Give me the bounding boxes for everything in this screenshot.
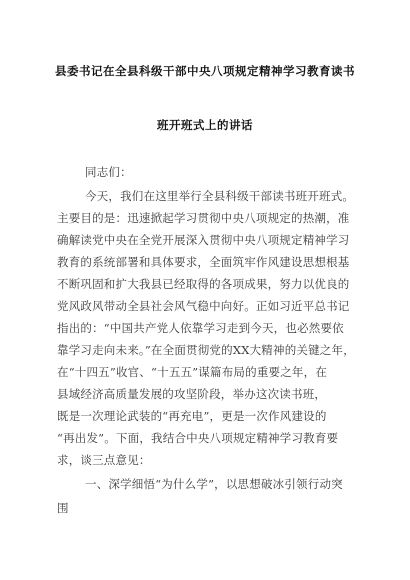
body-line: “再出发”。下面，我结合中央八项规定精神学习教育要 [57,431,339,445]
section-heading-1: 一、深学细悟“为什么学”，以思想破冰引领行动突 [85,477,343,491]
body-line: 教育的系统部署和具体要求，全面筑牢作风建设思想根基 [57,255,350,269]
body-line: 指出的：“中国共产党人依靠学习走到今天，也必然要依 [57,321,344,335]
body-line: 主要目的是：迅速掀起学习贯彻中央八项规定的热潮，准 [57,211,350,225]
title-line-2: 班开班式上的讲话 [157,118,253,132]
body-line: 党风政风带动全县社会风气稳中向好。正如习近平总书记 [57,299,350,313]
salutation: 同志们： [85,165,132,179]
body-line: 县域经济高质量发展的攻坚阶段，举办这次读书班， [57,387,327,401]
body-line: 求，谈三点意见： [57,453,151,467]
body-line: 围 [57,501,69,515]
body-line: 靠学习走向未来。”在全面贯彻党的XX大精神的关键之年， [57,343,355,357]
body-line: 既是一次理论武装的“再充电”，更是一次作风建设的 [57,409,327,423]
title-line-1: 县委书记在全县科级干部中央八项规定精神学习教育读书 [55,64,355,78]
body-line: 不断巩固和扩大我县已经取得的各项成果，努力以优良的 [57,277,350,291]
body-line: 在“十四五”收官、“十五五”谋篇布局的重要之年，在 [57,365,328,379]
body-line: 确解读党中央在全党开展深入贯彻中央八项规定精神学习 [57,233,350,247]
body-line: 今天，我们在这里举行全县科级干部读书班开班式。 [85,189,355,203]
